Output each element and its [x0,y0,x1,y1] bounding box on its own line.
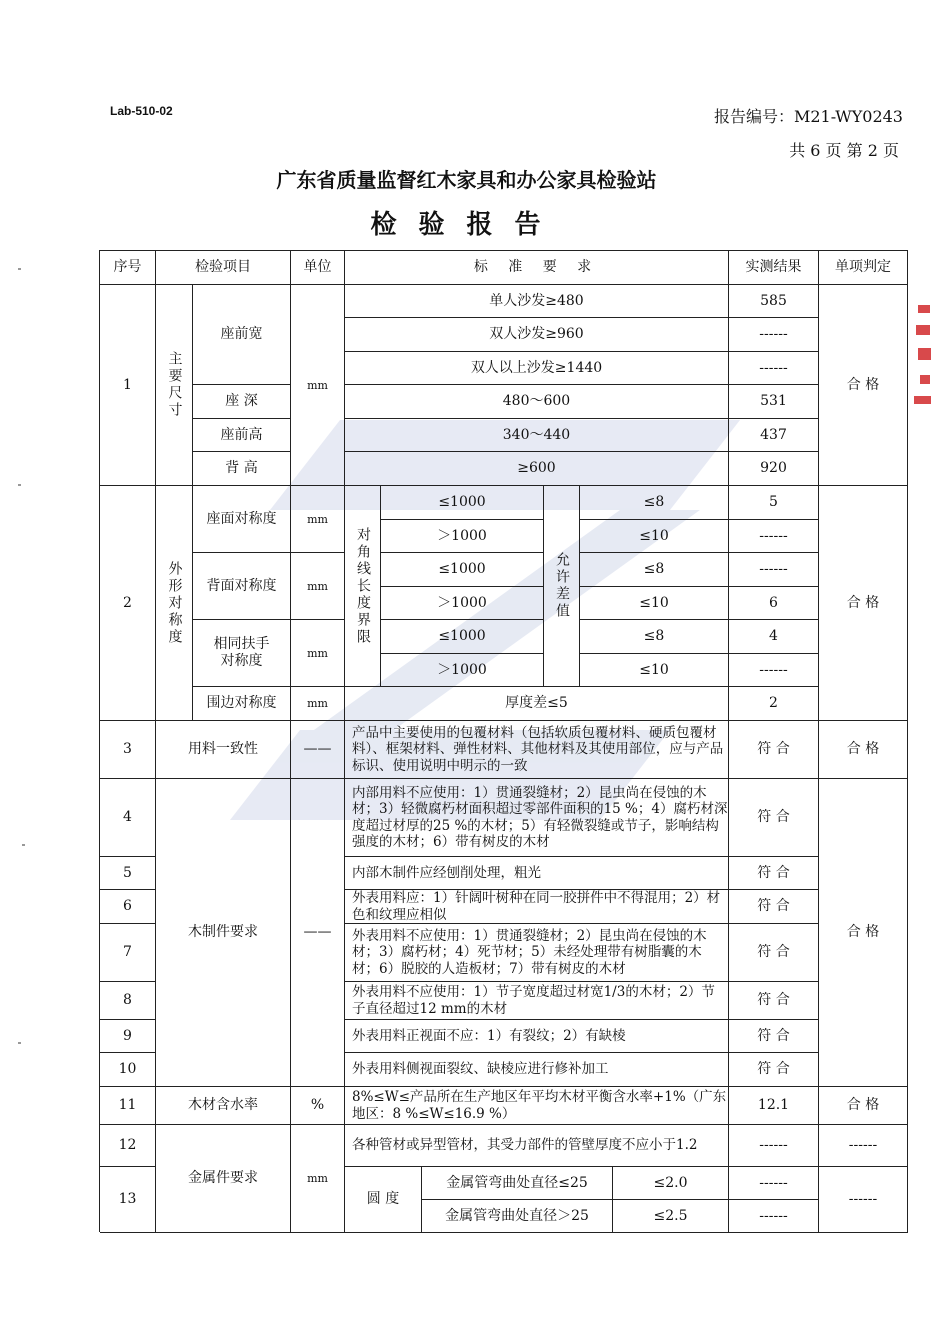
result-cell: ------ [729,654,819,687]
result-cell: 符 合 [729,1053,819,1087]
result-cell: ------ [729,1200,819,1233]
seq-10: 10 [100,1053,156,1087]
result-cell: 符 合 [729,721,819,779]
unit-cell: —— [291,721,345,779]
tolerance-cell: ≤10 [580,587,729,620]
organization-name: 广东省质量监督红木家具和办公家具检验站 [276,168,657,192]
item-seat-height: 座前高 [193,419,291,452]
scan-dot [18,1042,21,1044]
tolerance-cell: ≤8 [580,553,729,587]
item-material-consistency: 用料一致性 [156,721,291,779]
tolerance-cell: ≤10 [580,520,729,553]
result-cell: 符 合 [729,857,819,890]
item-seat-symmetry: 座面对称度 [193,486,291,553]
seq-9: 9 [100,1020,156,1053]
item-seat-width: 座前宽 [193,285,291,385]
range-cell: ＞1000 [381,587,544,620]
result-cell: 符 合 [729,982,819,1020]
std-cell: 双人以上沙发≥1440 [345,352,729,385]
diagonal-length-label: 对角线长度界限 [345,486,381,687]
std-cell: 外表用料正视面不应：1）有裂纹；2）有缺棱 [345,1020,729,1053]
tolerance-cell: ≤10 [580,654,729,687]
verdict-wood: 合 格 [819,779,908,1087]
item-seat-depth: 座 深 [193,385,291,419]
diameter-cell: 金属管弯曲处直径≤25 [422,1167,613,1200]
std-cell: 外表用料不应使用：1）节子宽度超过材宽1/3的木材；2）节子直径超过12 mm的木材 [345,982,729,1020]
seq-1: 1 [100,285,156,486]
std-cell: 产品中主要使用的包覆材料（包括软质包覆材料、硬质包覆材料）、框架材料、弹性材料、其他材料及其使用部位，应与产品标识、使用说明中明示的一致 [345,721,729,779]
group-shape-symmetry: 外形对称度 [156,486,193,721]
seq-3: 3 [100,721,156,779]
result-cell: ------ [729,1167,819,1200]
result-cell: 12.1 [729,1087,819,1125]
result-cell: 4 [729,620,819,654]
tolerance-cell: ≤8 [580,486,729,520]
roundness-label: 圆 度 [345,1167,422,1233]
result-cell: 531 [729,385,819,419]
group-main-dims: 主要尺寸 [156,285,193,486]
item-moisture: 木材含水率 [156,1087,291,1125]
std-cell: 单人沙发≥480 [345,285,729,318]
result-cell: 符 合 [729,924,819,982]
verdict-2: 合 格 [819,486,908,721]
scan-dot [18,268,21,270]
std-cell: 双人沙发≥960 [345,318,729,352]
item-armrest-symmetry: 相同扶手对称度 [193,620,291,687]
report-title: 检验报告 [370,210,563,240]
unit-mm: mm [291,620,345,687]
unit-cell: —— [291,779,345,1087]
std-cell: 8%≤W≤产品所在生产地区年平均木材平衡含水率+1%（广东地区：8 %≤W≤16.9 %） [345,1087,729,1125]
unit-percent: % [291,1087,345,1125]
seq-6: 6 [100,890,156,924]
item-back-height: 背 高 [193,452,291,486]
range-cell: ≤1000 [381,486,544,520]
result-cell: 符 合 [729,890,819,924]
col-result-header: 实测结果 [729,251,819,285]
unit-mm: mm [291,285,345,486]
report-number: 报告编号：M21-WY0243 [713,107,903,126]
result-cell: 5 [729,486,819,520]
result-cell: 符 合 [729,1020,819,1053]
std-cell: 外表用料应：1）针阔叶树种在同一胶拼件中不得混用；2）材色和纹理应相似 [345,890,729,924]
item-back-symmetry: 背面对称度 [193,553,291,620]
seq-7: 7 [100,924,156,982]
col-unit-header: 单位 [291,251,345,285]
range-cell: ≤1000 [381,553,544,587]
lab-code: Lab-510-02 [110,104,173,118]
unit-mm: mm [291,1125,345,1233]
seq-5: 5 [100,857,156,890]
std-cell: 外表用料侧视面裂纹、缺棱应进行修补加工 [345,1053,729,1087]
verdict-12: ------ [819,1125,908,1167]
verdict-11: 合 格 [819,1087,908,1125]
scan-dot [22,844,25,846]
seq-2: 2 [100,486,156,721]
result-cell: ------ [729,352,819,385]
verdict-13: ------ [819,1167,908,1233]
std-cell: 各种管材或异型管材，其受力部件的管壁厚度不应小于1.2 [345,1125,729,1167]
result-cell: 2 [729,687,819,721]
col-verdict-header: 单项判定 [819,251,908,285]
result-cell: 6 [729,587,819,620]
tolerance-cell: ≤8 [580,620,729,654]
seq-11: 11 [100,1087,156,1125]
std-cell: 480～600 [345,385,729,419]
std-cell: 内部用料不应使用：1）贯通裂缝材；2）昆虫尚在侵蚀的木材；3）轻微腐朽材面积超过零部件面积的15 %；4）腐朽材深度超过材厚的25 %的木材；5）有轻微裂缝或节子，影响结构强度的木材；6）带有树皮的木材 [345,779,729,857]
result-cell: ------ [729,553,819,587]
result-cell: 符 合 [729,779,819,857]
col-seq-header: 序号 [100,251,156,285]
range-cell: ＞1000 [381,520,544,553]
result-cell: ------ [729,520,819,553]
verdict-1: 合 格 [819,285,908,486]
col-item-header: 检验项目 [156,251,291,285]
result-cell: ------ [729,318,819,352]
result-cell: 585 [729,285,819,318]
result-cell: 920 [729,452,819,486]
page-count: 共 6 页 第 2 页 [789,141,899,160]
seq-12: 12 [100,1125,156,1167]
range-cell: ＞1000 [381,654,544,687]
item-metal-requirements: 金属件要求 [156,1125,291,1233]
seq-4: 4 [100,779,156,857]
std-cell: 内部木制件应经刨削处理，粗光 [345,857,729,890]
item-edge-symmetry: 围边对称度 [193,687,291,721]
unit-mm: mm [291,486,345,553]
seq-13: 13 [100,1167,156,1233]
seq-8: 8 [100,982,156,1020]
result-cell: 437 [729,419,819,452]
col-std-header: 标 准 要 求 [345,251,729,285]
inspection-table [99,250,908,1232]
result-cell: ------ [729,1125,819,1167]
std-cell: 外表用料不应使用：1）贯通裂缝材；2）昆虫尚在侵蚀的木材；3）腐朽材；4）死节材；5）未经处理带有树脂囊的木材；6）脱胶的人造板材；7）带有树皮的木材 [345,924,729,982]
tolerance-cell: ≤2.5 [613,1200,729,1233]
diameter-cell: 金属管弯曲处直径＞25 [422,1200,613,1233]
unit-mm: mm [291,553,345,620]
verdict-3: 合 格 [819,721,908,779]
side-stamp-mark [912,300,933,410]
unit-mm: mm [291,687,345,721]
scan-dot [18,484,21,486]
edge-std-cell: 厚度差≤5 [345,687,729,721]
std-cell: 340～440 [345,419,729,452]
item-wood-requirements: 木制件要求 [156,779,291,1087]
std-cell: ≥600 [345,452,729,486]
range-cell: ≤1000 [381,620,544,654]
allowed-diff-label: 允许差值 [544,486,580,687]
tolerance-cell: ≤2.0 [613,1167,729,1200]
